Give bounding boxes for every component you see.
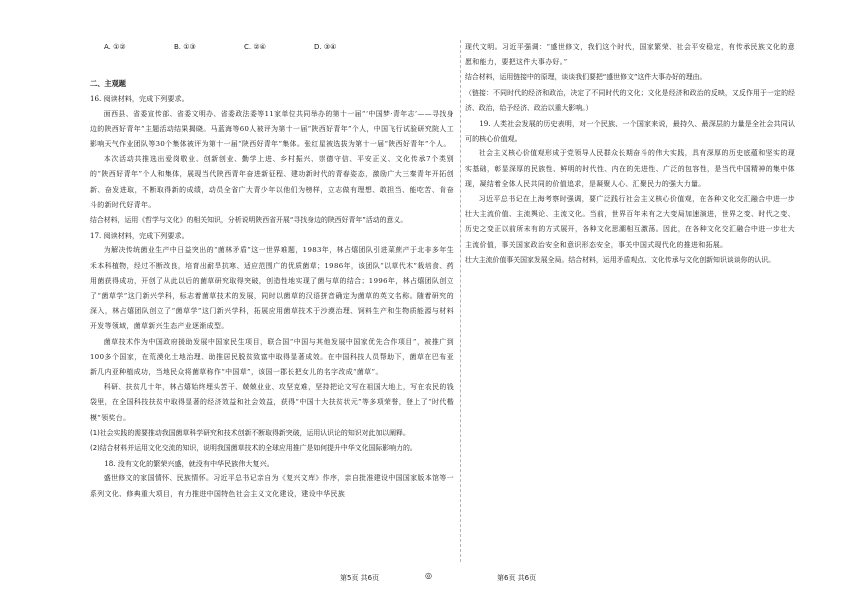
q17-question-1: (1)社会实践的需要推动我国菌草科学研究和技术创新不断取得新突破，运用认识论的知识对此加以阐释。 — [90, 428, 410, 437]
q16-question: 结合材料，运用《哲学与文化》的相关知识，分析说明陕西省开展“寻找身边的陕西好青年”活动的意义。 — [90, 216, 408, 225]
center-mark-icon: ◎ — [425, 571, 432, 580]
q16-material-1: 面西县、省委宣传部、省委文明办、省委政法委等11家单位共同举办的第十一届“‘中国梦·青年志’——寻找身边的陕西好青年”主题活动结果揭晓。马蓝海等60人被评为第十一届“陕西好青年”个人，中国飞行试验研究院人工影响天气作业团队等30个集体被评为第十一届“陕西好青年”集体。张红星被选拔为第十一届“陕西好青年”个人。 — [90, 109, 454, 149]
q17-question-2: (2)结合材料并运用文化交流的知识，说明我国菌草技术的全球应用推广是如何提升中华文化国际影响力的。 — [90, 444, 417, 453]
page-number-left: 第5页 共6页 — [340, 574, 380, 582]
q19-material-1: 社会主义核心价值观形成于党领导人民群众长期奋斗的伟大实践，具有深厚的历史底蕴和坚实的现实基础，彰显深厚的民族性、鲜明的时代性、内在的先进性、广泛的包容性，是当代中国精神的集中体现，凝结着全体人民共同的价值追求，是凝聚人心、汇聚民力的强大力量。 — [465, 149, 795, 188]
q19-material-2: 习近平总书记在上海考察时强调，要广泛践行社会主义核心价值观，在各种文化交汇融合中进一步壮大主流价值、主流舆论、主流文化。当前，世界百年未有之大变局加速演进，世界之变、时代之变、历史之变正以前所未有的方式展开，各种文化思潮相互激荡。因此，在各种文化交汇融合中进一步壮大主流价值，事关国家政治安全和意识形态安全，事关中国式现代化的推进和拓展。 — [465, 195, 795, 249]
q18-material-cont: 现代文明。习近平强调：“盛世修文，我们这个时代，国家繁荣、社会平安稳定，有传承民族文化的意愿和能力，要把这件大事办好。” — [465, 43, 795, 67]
option-b: B. ①③ — [174, 43, 196, 51]
q19-question: 壮大主流价值事关国家发展全局。结合材料，运用矛盾观点、文化传承与文化创新知识谈谈你的认识。 — [465, 255, 776, 264]
q16-material-2: 本次活动共推选出爱岗敬业、创新创业、勤学上进、乡村振兴、崇德守信、平安正义、文化传承7个类别的“陕西好青年”个人和集体，展现当代陕西青年奋进新征程、建功新时代的青春姿态，激励广大三秦青年开拓创新、奋发进取，不断取得新的成绩，动员全省广大青少年以他们为榜样，立志做有理想、敢担当、能吃苦、肯奋斗的新时代好青年。 — [90, 155, 454, 209]
q18-link-note: （链接：不同时代的经济和政治，决定了不同时代的文化；文化是经济和政治的反映，又反作用于一定的经济、政治，给予经济、政治以重大影响。） — [465, 88, 795, 112]
section-title: 二、主观题 — [90, 79, 126, 89]
answer-options — [90, 40, 454, 55]
option-d: D. ③④ — [314, 43, 337, 51]
q17-material-1: 为解决传统菌业生产中日益突出的“菌林矛盾”这一世界难题，1983年，林占熺团队引进菜蔗产于北非多年生禾本科植物，经过不断改良，培育出耐旱抗寒、适应范围广的优质菌草；1986年，该团队“以草代木”栽培食、药用菌获得成功，开创了从此以后的菌草研究取得突破，创造性地实现了菌与草的结合；1996年，林占熺团队创立了“菌草学”这门新兴学科，标志着菌草技术的发展，同时以菌草的汉语拼音确定为菌草的英文名称。随着研究的深入，林占熺团队创立了“菌草学”这门新兴学科，拓展应用菌草技术于沙漠治理、饲料生产和生物质能源与材料开发等领域，菌草新兴生态产业逐渐成型。 — [90, 246, 454, 331]
page-number-right: 第6页 共6页 — [497, 574, 537, 582]
q17-title: 17. 阅读材料，完成下列要求。 — [90, 231, 189, 241]
option-c: C. ②④ — [244, 43, 266, 51]
q16-title: 16. 阅读材料，完成下列要求。 — [90, 94, 189, 104]
option-a: A. ①② — [104, 43, 126, 51]
q17-material-2: 菌草技术作为中国政府援助发展中国家民生项目，联合国“中国与其他发展中国家优先合作项目”，被推广到100多个国家，在荒漠化土地治理、助推居民脱贫致富中取得显著成效。在中国科技人员帮助下，菌草在巴布亚新几内亚种植成功，当地民众将菌草称作“中国草”，该国一郡长把女儿的名字改成“菌草”。 — [90, 337, 454, 377]
left-column — [90, 40, 454, 502]
q19-title: 19. 人类社会发展的历史表明，对一个民族、一个国家来说，最持久、最深层的力量是全社会共同认可的核心价值观。 — [465, 119, 795, 144]
q18-title: 18. 没有文化的繁荣兴盛，就没有中华民族伟大复兴。 — [104, 459, 274, 469]
q18-material-1: 盛世修文的家国情怀、民族情怀。习近平总书记亲自为《复兴文库》作序，亲自批准建设中国国家版本馆等一系列文化、修典重大项目，有力推进中国特色社会主义文化建设，建设中华民族 — [90, 474, 454, 498]
q18-question: 结合材料，运用链接中的原理，谈谈我们要把“盛世修文”这件大事办好的理由。 — [465, 73, 707, 82]
right-column — [465, 40, 795, 268]
q17-material-3: 科研、扶贫几十年，林占熺始终埋头苦干、兢兢业业、攻坚克难，坚持把论文写在祖国大地上，写在农民的钱袋里，在全国科技扶贫中取得显著的经济效益和社会效益，获得“中国十大扶贫状元”等多项荣誉，登上了“时代楷模”领奖台。 — [90, 383, 454, 422]
column-divider — [460, 40, 461, 562]
